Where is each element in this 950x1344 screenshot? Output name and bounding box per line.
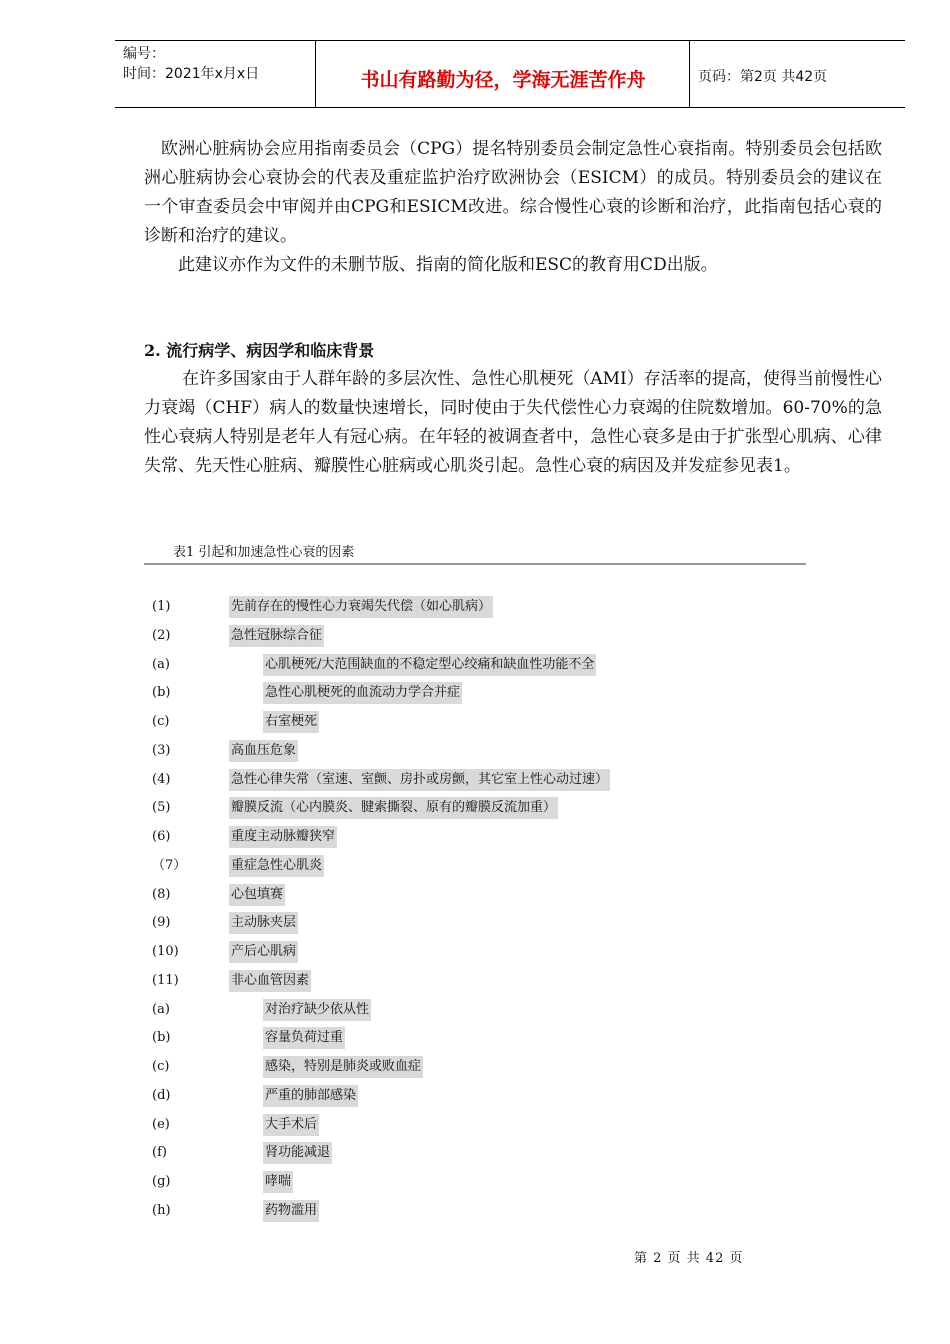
row-number: (c) — [152, 1059, 170, 1074]
header-motto: 书山有路勤为径，学海无涯苦作舟 — [360, 69, 646, 91]
row-number: （7） — [152, 857, 187, 873]
row-number: (b) — [152, 685, 171, 701]
row-text: 瓣膜反流（心内膜炎、腱索撕裂、原有的瓣膜反流加重） — [229, 797, 558, 819]
row-number: (h) — [152, 1202, 171, 1218]
row-text: 急性心律失常（室速、室颤、房扑或房颤，其它室上性心动过速） — [229, 769, 610, 791]
row-text: 哮喘 — [263, 1171, 293, 1193]
row-text: 急性冠脉综合征 — [229, 625, 324, 647]
row-number: (b) — [152, 1030, 171, 1046]
row-text: 肾功能减退 — [263, 1142, 332, 1164]
row-number: (a) — [152, 1001, 170, 1017]
row-text: 右室梗死 — [263, 711, 319, 733]
row-text: 对治疗缺少依从性 — [263, 999, 371, 1021]
row-text: 重度主动脉瓣狭窄 — [229, 826, 337, 848]
row-text: 心肌梗死/大范围缺血的不稳定型心绞痛和缺血性功能不全 — [263, 654, 596, 676]
row-text: 产后心肌病 — [229, 941, 298, 963]
row-text: 心包填赛 — [229, 884, 285, 906]
intro-paragraph-2: 此建议亦作为文件的未删节版、指南的简化版和ESC的教育用CD出版。 — [178, 255, 718, 275]
row-number: (8) — [152, 886, 171, 902]
table-caption-rule — [144, 563, 806, 565]
row-text: 重症急性心肌炎 — [229, 855, 324, 877]
row-number: (9) — [152, 915, 171, 931]
table-caption: 表1 引起和加速急性心衰的因素 — [173, 545, 355, 560]
row-text: 高血压危象 — [229, 740, 298, 762]
page-footer: 第 2 页 共 42 页 — [634, 1251, 744, 1266]
row-number: (a) — [152, 656, 170, 672]
header-motto-cell — [316, 41, 690, 107]
row-number: (f) — [152, 1145, 167, 1161]
header-page-cell — [690, 41, 905, 107]
row-number: (g) — [152, 1174, 171, 1189]
row-number: (10) — [152, 944, 179, 959]
intro-paragraph: 欧洲心脏病协会应用指南委员会（CPG）提名特别委员会制定急性心衰指南。特别委员会包括欧洲心脏病协会心衰协会的代表及重症监护治疗欧洲协会（ESICM）的成员。特别委员会的建议在一个审查委员会中审阅并由CPG和ESICM改进。综合慢性心衰的诊断和治疗，此指南包括心衰的诊断和治疗的建议。 — [144, 139, 882, 246]
row-text: 先前存在的慢性心力衰竭失代偿（如心肌病） — [229, 596, 493, 618]
document-time-label: 时间：2021年x月x日 — [123, 66, 260, 82]
section-body: 在许多国家由于人群年龄的多层次性、急性心肌梗死（AMI）存活率的提高，使得当前慢性心力衰竭（CHF）病人的数量快速增长，同时使由于失代偿性心力衰竭的住院数增加。60-70%的急性心衰病人特别是老年人有冠心病。在年轻的被调查者中，急性心衰多是由于扩张型心肌病、心律失常、先天性心脏病、瓣膜性心脏病或心肌炎引起。急性心衰的病因及并发症参见表1。 — [144, 369, 882, 476]
row-text: 药物滥用 — [263, 1200, 319, 1222]
row-number: (6) — [152, 829, 171, 844]
row-number: (3) — [152, 742, 171, 758]
row-number: (5) — [152, 800, 171, 816]
row-text: 容量负荷过重 — [263, 1027, 345, 1049]
header-page-number: 页码：第2页 共42页 — [698, 69, 828, 85]
header-left-cell — [115, 41, 316, 107]
row-number: (4) — [152, 771, 171, 787]
row-number: (e) — [152, 1116, 170, 1132]
row-text: 主动脉夹层 — [229, 912, 298, 934]
row-number: (c) — [152, 714, 170, 729]
row-number: (1) — [152, 599, 171, 614]
row-number: (2) — [152, 627, 171, 643]
row-number: (d) — [152, 1087, 171, 1103]
row-text: 大手术后 — [263, 1114, 319, 1136]
row-text: 感染，特别是肺炎或败血症 — [263, 1056, 423, 1078]
document-number-label: 编号： — [123, 46, 165, 62]
row-text: 非心血管因素 — [229, 970, 311, 992]
row-text: 急性心肌梗死的血流动力学合并症 — [263, 682, 462, 704]
page-header — [115, 40, 905, 108]
section-heading: 2. 流行病学、病因学和临床背景 — [144, 341, 375, 360]
row-number: (11) — [152, 972, 179, 988]
row-text: 严重的肺部感染 — [263, 1085, 358, 1107]
